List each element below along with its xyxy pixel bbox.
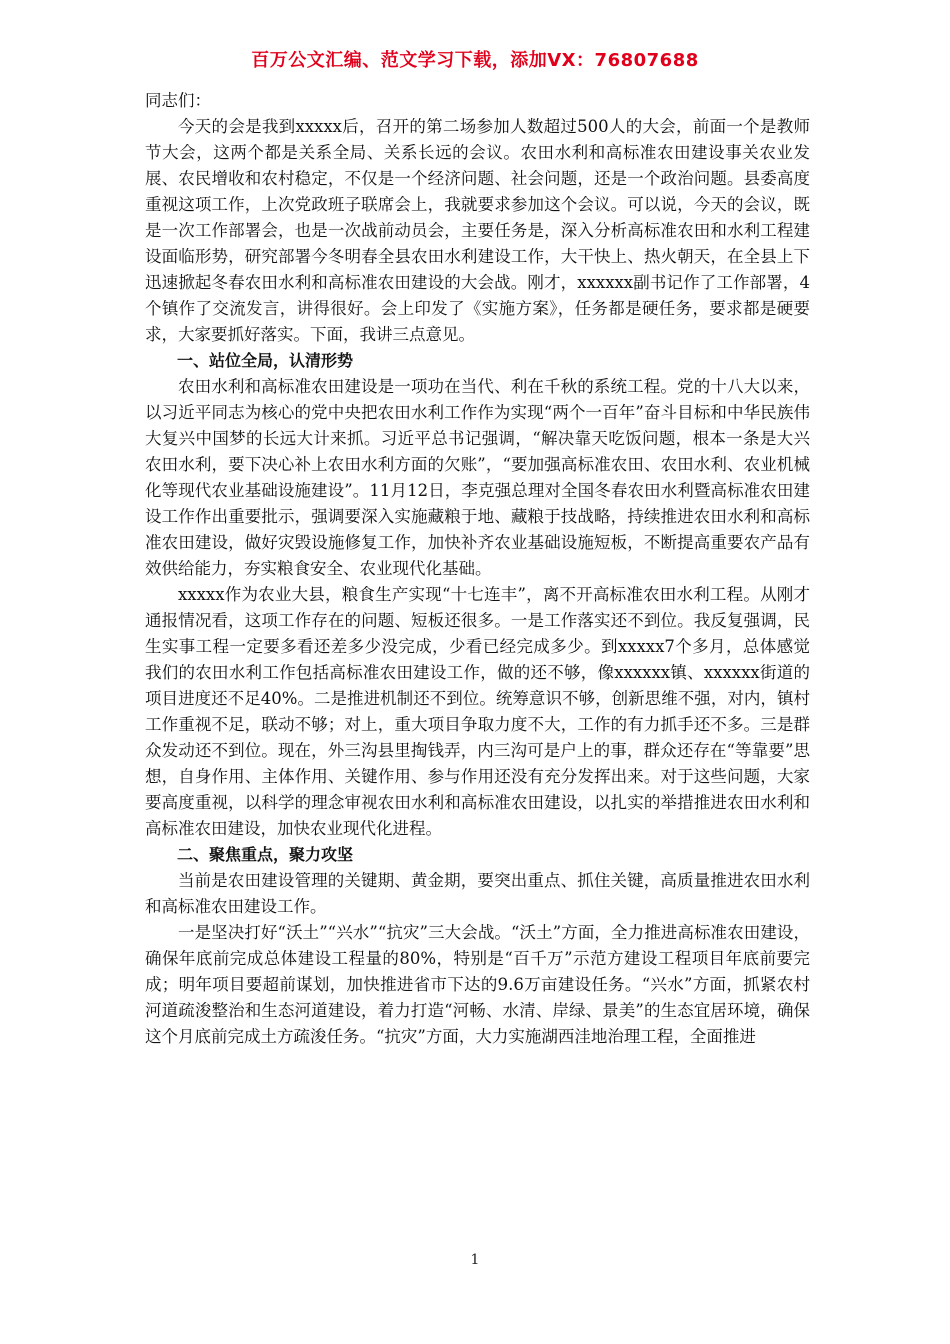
paragraph-section1-2: xxxxx作为农业大县，粮食生产实现“十七连丰”，离不开高标准农田水利工程。从刚才通报情况看，这项工作存在的问题、短板还很多。一是工作落实还不到位。我反复强调，民生实事工程一定要多看还差多少没完成，少看已经完成多少。到xxxxx7个多月，总体感觉我们的农田水利工作包括高标准农田建设工作，做的还不够，像xxxxxx镇、xxxxxx街道的项目进度还不足40%。二是推进机制还不到位。统筹意识不够，创新思维不强，对内，镇村工作重视不足，联动不够；对上，重大项目争取力度不大，工作的有力抓手还不多。三是群众发动还不到位。现在，外三沟县里掏钱弄，内三沟可是户上的事，群众还存在“等靠要”思想，自身作用、主体作用、关键作用、参与作用还没有充分发挥出来。对于这些问题，大家要高度重视，以科学的理念审视农田水利和高标准农田建设，以扎实的举措推进农田水利和高标准农田建设，加快农业现代化进程。 (145, 585, 810, 838)
section-heading-1: 一、站位全局，认清形势 (177, 351, 354, 370)
document-body (145, 88, 810, 1050)
section-heading-2: 二、聚焦重点，聚力攻坚 (177, 845, 354, 864)
paragraph-section1-1: 农田水利和高标准农田建设是一项功在当代、利在千秋的系统工程。党的十八大以来，以习近平同志为核心的党中央把农田水利工作作为实现“两个一百年”奋斗目标和中华民族伟大复兴中国梦的长远大计来抓。习近平总书记强调，“解决靠天吃饭问题，根本一条是大兴农田水利，要下决心补上农田水利方面的欠账”，“要加强高标准农田、农田水利、农业机械化等现代农业基础设施建设”。11月12日，李克强总理对全国冬春农田水利暨高标准农田建设工作作出重要批示，强调要深入实施藏粮于地、藏粮于技战略，持续推进农田水利和高标准农田建设，做好灾毁设施修复工作，加快补齐农业基础设施短板，不断提高重要农产品有效供给能力，夯实粮食安全、农业现代化基础。 (145, 377, 810, 578)
paragraph-section2-1: 当前是农田建设管理的关键期、黄金期，要突出重点、抓住关键，高质量推进农田水利和高标准农田建设工作。 (145, 871, 810, 916)
page-number: 1 (470, 1252, 480, 1268)
salutation: 同志们： (145, 91, 211, 110)
paragraph-intro: 今天的会是我到xxxxx后，召开的第二场参加人数超过500人的大会，前面一个是教师节大会，这两个都是关系全局、关系长远的会议。农田水利和高标准农田建设事关农业发展、农民增收和农村稳定，不仅是一个经济问题、社会问题，还是一个政治问题。县委高度重视这项工作，上次党政班子联席会上，我就要求参加这个会议。可以说，今天的会议，既是一次工作部署会，也是一次战前动员会，主要任务是，深入分析高标准农田和水利工程建设面临形势，研究部署今冬明春全县农田水利建设工作，大干快上、热火朝天，在全县上下迅速掀起冬春农田水利和高标准农田建设的大会战。刚才，xxxxxx副书记作了工作部署，4个镇作了交流发言，讲得很好。会上印发了《实施方案》，任务都是硬任务，要求都是硬要求，大家要抓好落实。下面，我讲三点意见。 (145, 117, 810, 344)
paragraph-section2-2: 一是坚决打好“沃土”“兴水”“抗灾”三大会战。“沃土”方面，全力推进高标准农田建设，确保年底前完成总体建设工程量的80%，特别是“百千万”示范方建设工程项目年底前要完成；明年项目要超前谋划，加快推进省市下达的9.6万亩建设任务。“兴水”方面，抓紧农村河道疏浚整治和生态河道建设，着力打造“河畅、水清、岸绿、景美”的生态宜居环境，确保这个月底前完成土方疏浚任务。“抗灾”方面，大力实施湖西洼地治理工程，全面推进 (145, 923, 810, 1046)
header-banner: 百万公文汇编、范文学习下载，添加VX：76807688 (251, 50, 699, 71)
